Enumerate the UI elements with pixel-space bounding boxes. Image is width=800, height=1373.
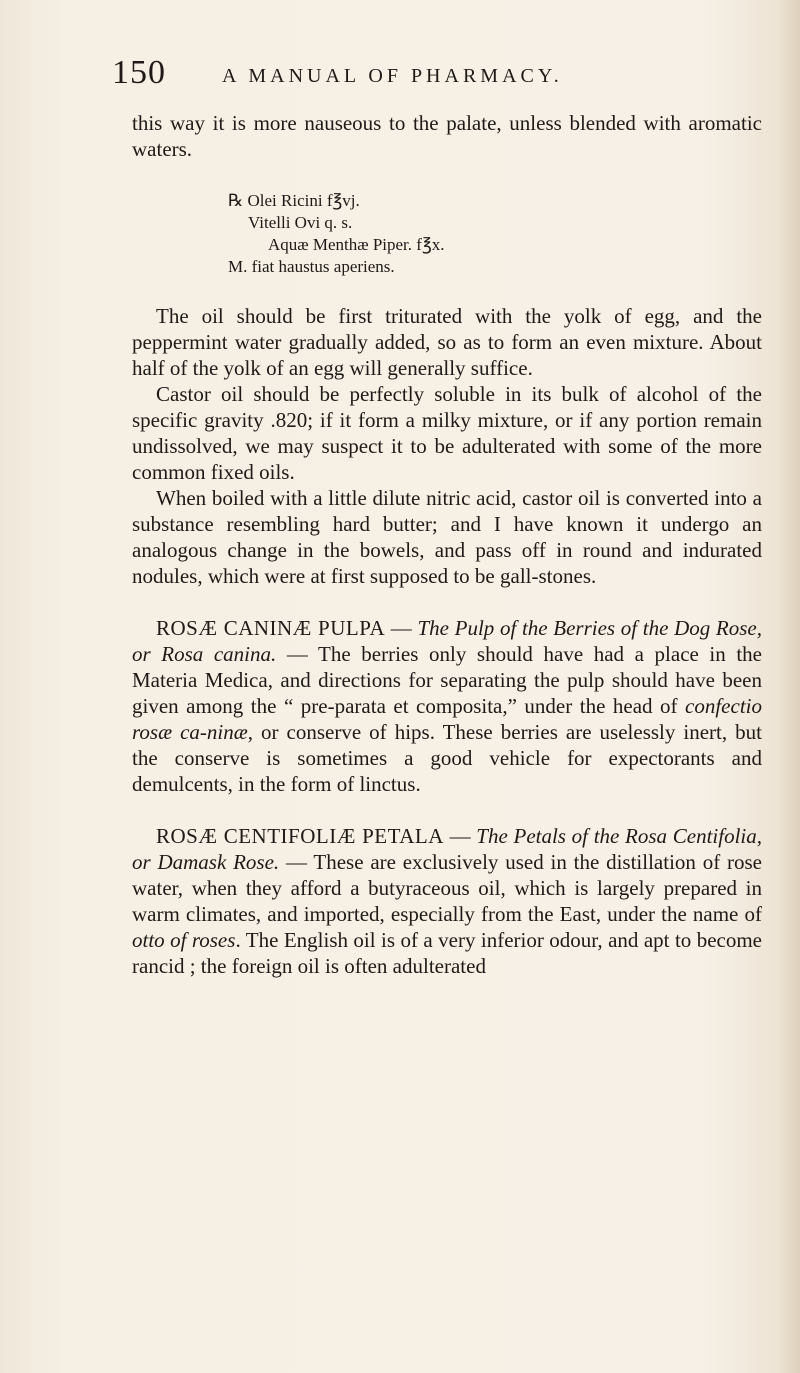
rosa-canina-title-part-1: The Pulp of the Berries of the Dog	[417, 616, 716, 640]
paragraph-nitric-acid: When boiled with a little dilute nitric acid, castor oil is converted into a substance resembling hard butter; and I have known it undergo an analogous change in the bowels, and pass off in round and indurated nodules, which were at first supposed to be gall-stones.	[132, 486, 762, 588]
rosa-centifolia-title-part-1: The Petals of the Rosa Centifolia, or Damask Rose	[132, 824, 763, 874]
rosa-centifolia-heading: ROSÆ CENTIFOLIÆ PETALA	[156, 824, 444, 848]
rosa-canina-title-part-3: .	[271, 642, 277, 666]
rosa-canina-body-part-2: , or conserve of hips. These berries are uselessly inert, but the conserve is sometimes a good vehicle for expectorants and demulcents, in the form of linctus.	[132, 720, 762, 796]
page-header	[112, 54, 732, 98]
formula-line-4: M. fiat haustus aperiens.	[228, 257, 395, 276]
formula-line-3: Aquæ Menthæ Piper. f℥x.	[268, 235, 445, 254]
rosa-canina-heading: ROSÆ CANINÆ PULPA	[156, 616, 386, 640]
section-spacer	[132, 797, 762, 823]
paragraph-trituration: The oil should be first triturated with the yolk of egg, and the peppermint water gradually added, so as to form an even mixture. About half of the yolk of an egg will generally suffice.	[132, 304, 762, 380]
paragraph-solubility: Castor oil should be perfectly soluble in its bulk of alcohol of the specific gravity .820; if it form a milky mixture, or if any portion remain undissolved, we may suspect it to be adulterated with some of the more common fixed oils.	[132, 382, 762, 484]
rosa-centifolia-dash: —	[443, 824, 477, 848]
rosa-canina-title-part-2: , or	[132, 616, 762, 666]
rosa-canina-title-rose: Rose	[715, 616, 757, 640]
rosa-centifolia-body-part-2: . The English oil is of a very inferior odour, and apt to become rancid ; the foreign oil is often adulterated	[132, 928, 763, 978]
rosa-canina-dash: —	[385, 616, 418, 640]
rosa-centifolia-entry	[132, 823, 762, 979]
rosa-canina-body-part-1: — The berries only should have had a place in the Materia Medica, and directions for separating the pulp should have been given among the “ pre-parata et composita,” under the head of	[132, 642, 762, 718]
rosa-centifolia-body-part-1: — These are exclusively used in the distillation of rose water, when they afford a butyraceous oil, which is largely prepared in warm climates, and imported, especially from the East, under the name of	[132, 850, 762, 926]
intro-paragraph: this way it is more nauseous to the palate, unless blended with aromatic waters.	[132, 111, 762, 161]
rosa-canina-title-latin: Rosa canina	[161, 642, 272, 666]
section-spacer	[132, 589, 762, 615]
formula-line-1: ℞ Olei Ricini f℥vj.	[228, 191, 360, 210]
rosa-centifolia-otto: otto of roses	[132, 928, 236, 952]
running-title: A MANUAL OF PHARMACY.	[222, 65, 563, 87]
page-edge-shadow	[778, 0, 800, 1373]
rosa-canina-confectio: confectio rosæ ca-ninæ	[132, 694, 762, 744]
page-body	[132, 110, 762, 979]
page-number: 150	[112, 54, 166, 91]
rosa-centifolia-title-part-2: .	[273, 850, 280, 874]
prescription-formula	[228, 190, 762, 278]
formula-line-2: Vitelli Ovi q. s.	[248, 213, 353, 232]
rosa-canina-entry	[132, 615, 762, 797]
